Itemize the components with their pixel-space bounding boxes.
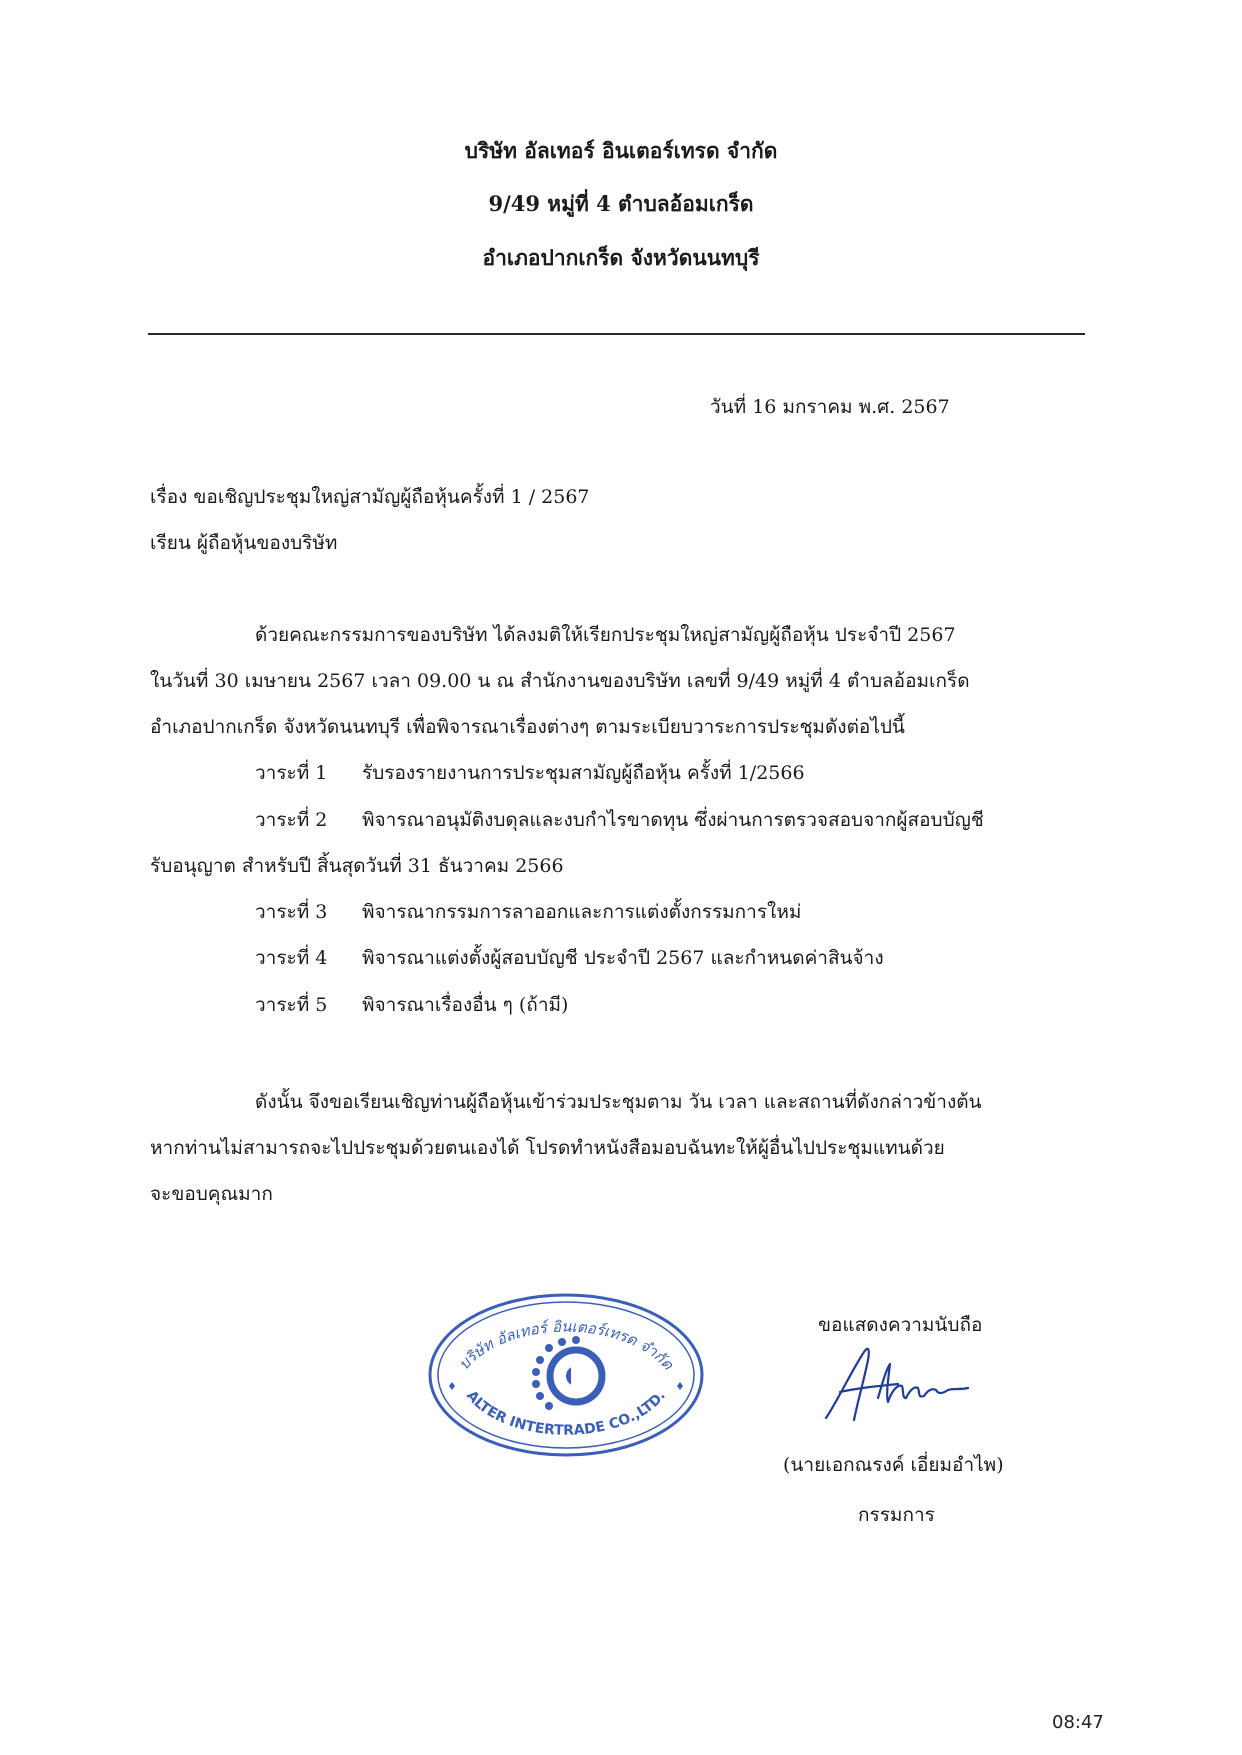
letter-subject: เรื่อง ขอเชิญประชุมใหญ่สามัญผู้ถือหุ้นครั้งที่ 1 / 2567 (150, 486, 590, 508)
agenda-label-2: วาระที่ 2 (255, 809, 328, 831)
letter-date: วันที่ 16 มกราคม พ.ศ. 2567 (710, 396, 950, 418)
intro-line-3: อำเภอปากเกร็ด จังหวัดนนทบุรี เพื่อพิจารณาเรื่องต่างๆ ตามระเบียบวาระการประชุมดังต่อไปนี้ (150, 716, 905, 738)
agenda-text-2: พิจารณาอนุมัติงบดุลและงบกำไรขาดทุน ซึ่งผ่านการตรวจสอบจากผู้สอบบัญชี (362, 809, 984, 831)
stamp-english-text: ALTER INTERTRADE CO.,LTD. (463, 1387, 669, 1439)
header-divider (148, 333, 1085, 335)
agenda-text-5: พิจารณาเรื่องอื่น ๆ (ถ้ามี) (362, 994, 569, 1016)
closing-line-1: ดังนั้น จึงขอเรียนเชิญท่านผู้ถือหุ้นเข้าร่วมประชุมตาม วัน เวลา และสถานที่ดังกล่าวข้างต้น (255, 1091, 982, 1113)
closing-line-3: จะขอบคุณมาก (150, 1183, 273, 1205)
regards-text: ขอแสดงความนับถือ (818, 1314, 983, 1336)
agenda-label-3: วาระที่ 3 (255, 901, 328, 923)
signer-name: (นายเอกณรงค์ เอี่ยมอำไพ) (783, 1454, 1004, 1476)
agenda-label-1: วาระที่ 1 (255, 762, 328, 784)
stamp-thai-text: บริษัท อัลเทอร์ อินเตอร์เทรด จำกัด (454, 1317, 678, 1374)
company-address-line2: อำเภอปากเกร็ด จังหวัดนนทบุรี (482, 245, 760, 270)
agenda-text-3: พิจารณากรรมการลาออกและการแต่งตั้งกรรมการใหม่ (362, 901, 802, 923)
status-time: 08:47 (1052, 1712, 1104, 1733)
stamp-star-icons (449, 1382, 683, 1390)
agenda-label-5: วาระที่ 5 (255, 994, 328, 1016)
letter-recipient: เรียน ผู้ถือหุ้นของบริษัท (150, 532, 338, 554)
agenda-label-4: วาระที่ 4 (255, 947, 328, 969)
company-stamp (423, 1290, 709, 1460)
handwritten-signature (818, 1340, 978, 1430)
company-name: บริษัท อัลเทอร์ อินเตอร์เทรด จำกัด (464, 138, 778, 163)
agenda-text-2-continuation: รับอนุญาต สำหรับปี สิ้นสุดวันที่ 31 ธันวาคม 2566 (150, 855, 564, 877)
signer-position: กรรมการ (858, 1504, 935, 1526)
intro-line-1: ด้วยคณะกรรมการของบริษัท ได้ลงมติให้เรียกประชุมใหญ่สามัญผู้ถือหุ้น ประจำปี 2567 (255, 624, 956, 646)
closing-line-2: หากท่านไม่สามารถจะไปประชุมด้วยตนเองได้ โปรดทำหนังสือมอบฉันทะให้ผู้อื่นไปประชุมแทนด้วย (150, 1137, 945, 1159)
agenda-text-4: พิจารณาแต่งตั้งผู้สอบบัญชี ประจำปี 2567 และกำหนดค่าสินจ้าง (362, 947, 884, 969)
company-address-line1: 9/49 หมู่ที่ 4 ตำบลอ้อมเกร็ด (488, 191, 754, 216)
stamp-logo-icon (532, 1336, 602, 1410)
agenda-text-1: รับรองรายงานการประชุมสามัญผู้ถือหุ้น ครั้งที่ 1/2566 (362, 762, 805, 784)
intro-line-2: ในวันที่ 30 เมษายน 2567 เวลา 09.00 น ณ สำนักงานของบริษัท เลขที่ 9/49 หมู่ที่ 4 ตำบลอ้อมเกร็ด (150, 670, 970, 692)
